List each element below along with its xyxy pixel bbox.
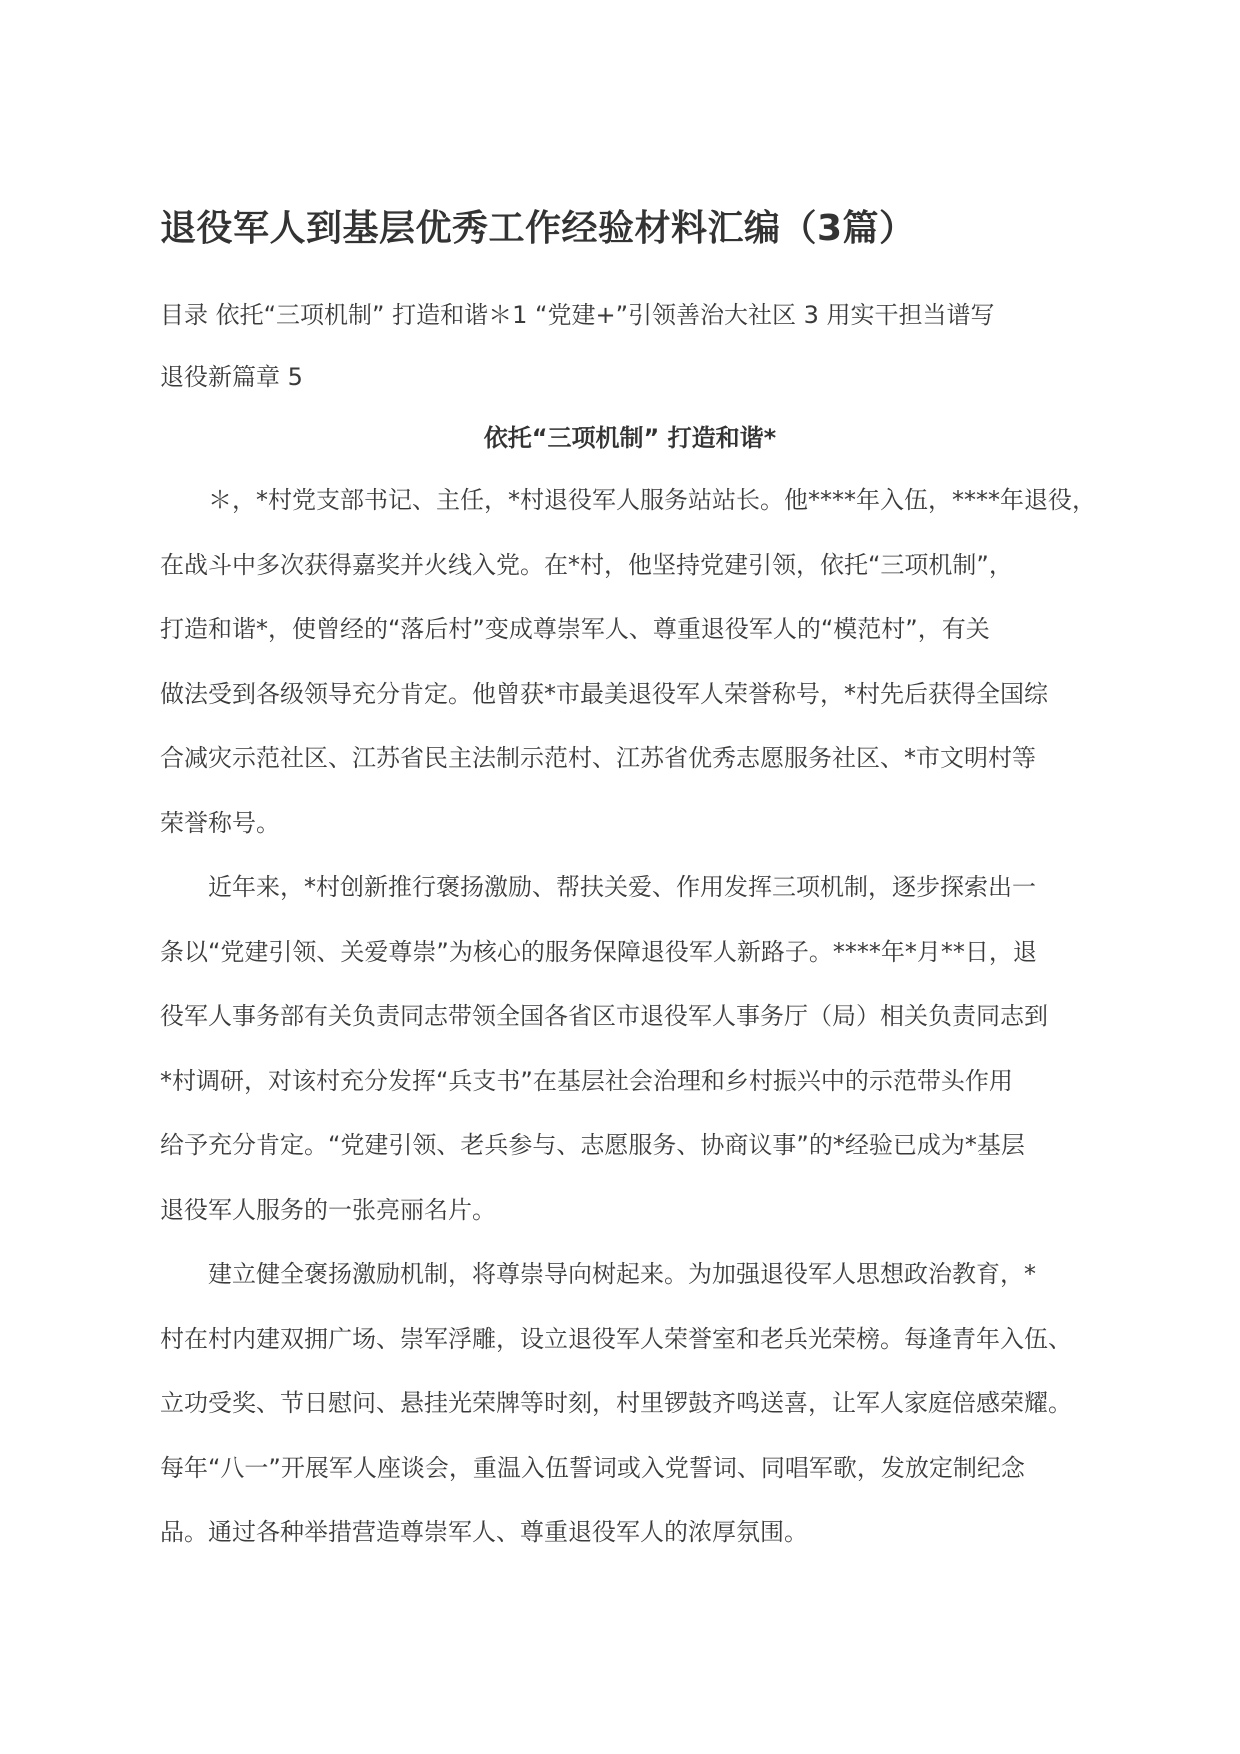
paragraph-line: 打造和谐*，使曾经的“落后村”变成尊崇军人、尊重退役军人的“模范村”，有关 [160,615,990,643]
paragraph-line: 近年来，*村创新推行褒扬激励、帮扶关爱、作用发挥三项机制，逐步探索出一 [208,873,1036,901]
paragraph-line: 品。通过各种举措营造尊崇军人、尊重退役军人的浓厚氛围。 [160,1518,808,1546]
paragraph-1 [160,482,1100,869]
paragraph-line: 每年“八一”开展军人座谈会，重温入伍誓词或入党誓词、同唱军歌，发放定制纪念 [160,1453,1025,1482]
paragraph-line: 条以“党建引领、关爱尊崇”为核心的服务保障退役军人新路子。****年*月**日，退 [160,937,1037,966]
table-of-contents [160,284,1100,408]
document-title: 退役军人到基层优秀工作经验材料汇编（3篇） [160,208,916,249]
paragraph-line: *村调研，对该村充分发挥“兵支书”在基层社会治理和乡村振兴中的示范带头作用 [160,1066,1013,1095]
document-body [160,482,1100,1579]
paragraph-line: 退役军人服务的一张亮丽名片。 [160,1195,496,1224]
section-heading: 依托“三项机制” 打造和谐* [483,424,777,452]
paragraph-2 [160,869,1100,1256]
paragraph-line: 荣誉称号。 [160,808,280,837]
paragraph-line: 做法受到各级领导充分肯定。他曾获*市最美退役军人荣誉称号，*村先后获得全国综 [160,679,1048,708]
paragraph-line: 在战斗中多次获得嘉奖并火线入党。在*村，他坚持党建引领，依托“三项机制”， [160,550,1013,579]
paragraph-line: ＊，*村党支部书记、主任，*村退役军人服务站站长。他****年入伍，****年退役， [208,486,1096,514]
paragraph-3 [160,1256,1100,1579]
toc-line-1: 目录 依托“三项机制” 打造和谐＊1 “党建+”引领善治大社区 3 用实干担当谱写 [160,301,995,329]
paragraph-line: 合减灾示范社区、江苏省民主法制示范村、江苏省优秀志愿服务社区、*市文明村等 [160,744,1036,772]
paragraph-line: 建立健全褒扬激励机制，将尊崇导向树起来。为加强退役军人思想政治教育，* [208,1260,1036,1288]
paragraph-line: 立功受奖、节日慰问、悬挂光荣牌等时刻，村里锣鼓齐鸣送喜，让军人家庭倍感荣耀。 [160,1389,1072,1417]
paragraph-line: 给予充分肯定。“党建引领、老兵参与、志愿服务、协商议事”的*经验已成为*基层 [160,1131,1025,1159]
paragraph-line: 村在村内建双拥广场、崇军浮雕，设立退役军人荣誉室和老兵光荣榜。每逢青年入伍、 [160,1324,1072,1353]
toc-line-2: 退役新篇章 5 [160,363,303,391]
paragraph-line: 役军人事务部有关负责同志带领全国各省区市退役军人事务厅（局）相关负责同志到 [160,1002,1048,1030]
